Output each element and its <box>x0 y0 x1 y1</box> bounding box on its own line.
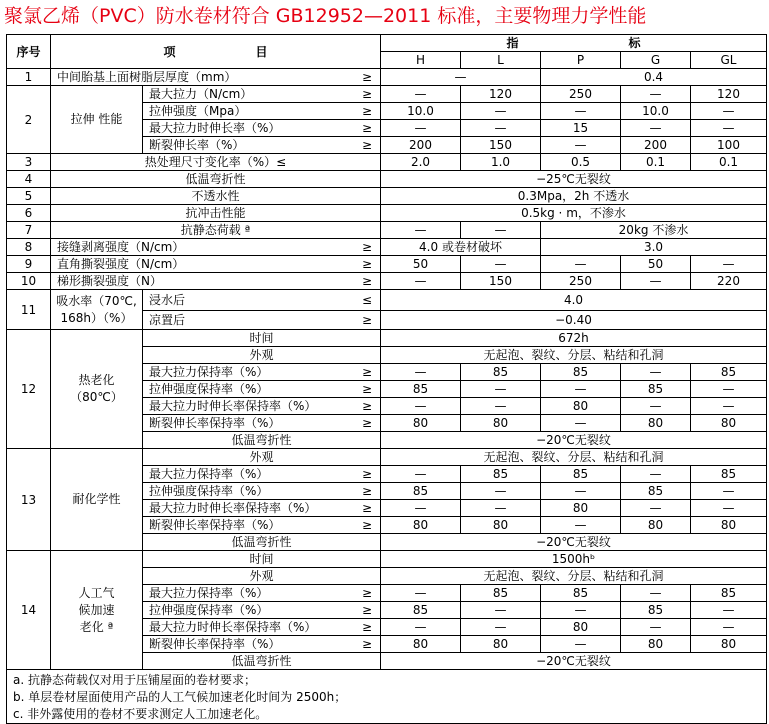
value-cell: — <box>621 120 691 137</box>
value-cell: — <box>381 466 461 483</box>
value-cell: — <box>461 222 541 239</box>
table-row <box>7 86 767 103</box>
item-cell <box>143 364 381 381</box>
row-no: 12 <box>7 330 51 449</box>
item-label: 拉伸强度保持率（%） <box>149 484 269 498</box>
row-no: 8 <box>7 239 51 256</box>
value-cell: 85 <box>621 381 691 398</box>
group-label-line: 老化 ª <box>79 619 114 634</box>
value-cell: — <box>381 273 461 290</box>
value-cell: — <box>621 273 691 290</box>
item-label: 最大拉力保持率（%） <box>149 365 269 379</box>
table-row <box>7 551 767 568</box>
header-col: GL <box>691 52 767 69</box>
value-cell: — <box>621 86 691 103</box>
comparison-operator: ≥ <box>361 274 372 288</box>
comparison-operator: ≥ <box>361 121 372 135</box>
value-cell: 1.0 <box>461 154 541 171</box>
item-cell <box>143 500 381 517</box>
value-cell: — <box>461 256 541 273</box>
item-cell <box>51 239 381 256</box>
value-cell: 120 <box>691 86 767 103</box>
item-cell <box>143 398 381 415</box>
value-cell: 100 <box>691 137 767 154</box>
header-col: G <box>621 52 691 69</box>
value-cell: 50 <box>381 256 461 273</box>
item-label: 凉置后 <box>149 313 186 327</box>
value-cell: — <box>541 483 621 500</box>
table-row <box>7 256 767 273</box>
value-cell: — <box>691 120 767 137</box>
value-cell: — <box>541 415 621 432</box>
value-cell: — <box>381 364 461 381</box>
comparison-operator: ≥ <box>361 104 372 118</box>
value-cell: 80 <box>461 415 541 432</box>
table-row <box>7 449 767 466</box>
header-col: P <box>541 52 621 69</box>
value-cell: — <box>621 619 691 636</box>
value-cell: — <box>461 602 541 619</box>
comparison-operator: ≥ <box>361 257 372 271</box>
value-cell: 80 <box>381 517 461 534</box>
value-cell: 120 <box>461 86 541 103</box>
value-cell: — <box>541 636 621 653</box>
value-cell: — <box>691 483 767 500</box>
table-row <box>7 154 767 171</box>
item-cell: 低温弯折性 <box>143 534 381 551</box>
value-cell: — <box>461 398 541 415</box>
value-cell: 80 <box>621 636 691 653</box>
table-row <box>7 35 767 52</box>
item-label: 断裂伸长率保持率（%） <box>149 416 281 430</box>
row-no: 4 <box>7 171 51 188</box>
value-cell: 250 <box>541 86 621 103</box>
value-cell: −25℃无裂纹 <box>381 171 767 188</box>
value-cell: 85 <box>381 602 461 619</box>
item-label: 最大拉力时伸长率保持率（%） <box>149 501 317 515</box>
item-cell <box>143 381 381 398</box>
item-label: 中间胎基上面树脂层厚度（mm） <box>57 70 237 84</box>
value-cell: 80 <box>691 636 767 653</box>
item-cell: 低温弯折性 <box>51 171 381 188</box>
value-cell: — <box>541 256 621 273</box>
value-cell: 50 <box>621 256 691 273</box>
value-cell: — <box>381 120 461 137</box>
value-cell: 80 <box>541 398 621 415</box>
value-cell: — <box>461 500 541 517</box>
value-cell: — <box>621 398 691 415</box>
value-cell: 80 <box>381 636 461 653</box>
comparison-operator: ≥ <box>361 603 372 617</box>
item-cell: 外观 <box>143 347 381 364</box>
value-cell: −20℃无裂纹 <box>381 432 767 449</box>
value-cell: 150 <box>461 137 541 154</box>
properties-table <box>6 34 767 724</box>
row-no: 13 <box>7 449 51 551</box>
value-cell: 220 <box>691 273 767 290</box>
header-index-right: 标 <box>628 36 641 50</box>
value-cell: — <box>621 364 691 381</box>
value-cell: 85 <box>541 466 621 483</box>
item-cell <box>143 290 381 311</box>
comparison-operator: ≥ <box>361 382 372 396</box>
value-cell: 672h <box>381 330 767 347</box>
value-cell: 85 <box>461 585 541 602</box>
table-row <box>7 171 767 188</box>
table-row <box>7 239 767 256</box>
comparison-operator: ≥ <box>361 416 372 430</box>
item-cell <box>143 619 381 636</box>
value-cell: 10.0 <box>621 103 691 120</box>
value-cell: 80 <box>541 500 621 517</box>
row-no: 1 <box>7 69 51 86</box>
group-label: 拉伸 性能 <box>51 86 143 154</box>
item-cell <box>51 69 381 86</box>
comparison-operator: ≥ <box>361 240 372 254</box>
row-no: 11 <box>7 290 51 330</box>
table-row <box>7 290 767 311</box>
value-cell: — <box>691 103 767 120</box>
value-cell: — <box>621 466 691 483</box>
table-row <box>7 330 767 347</box>
item-label: 拉伸强度保持率（%） <box>149 382 269 396</box>
value-cell: — <box>691 619 767 636</box>
item-cell <box>143 585 381 602</box>
comparison-operator: ≤ <box>361 293 372 307</box>
value-cell: 20kg 不渗水 <box>541 222 767 239</box>
comparison-operator: ≥ <box>361 138 372 152</box>
table-row <box>7 188 767 205</box>
value-cell: — <box>461 103 541 120</box>
value-cell: — <box>381 222 461 239</box>
item-label: 拉伸强度（Mpa） <box>149 104 247 118</box>
row-no: 3 <box>7 154 51 171</box>
group-label-line: 吸水率（70℃, <box>56 293 137 308</box>
value-cell: — <box>381 398 461 415</box>
header-item-left: 项 <box>163 44 176 59</box>
value-cell: — <box>541 103 621 120</box>
group-label <box>51 449 143 551</box>
value-cell: 85 <box>691 466 767 483</box>
item-label: 最大拉力（N/cm） <box>149 87 253 101</box>
group-label-line: （80℃） <box>70 390 123 404</box>
value-cell: 85 <box>691 585 767 602</box>
value-cell: 4.0 <box>381 290 767 311</box>
item-label: 梯形撕裂强度（N） <box>57 274 162 288</box>
item-label: 断裂伸长率保持率（%） <box>149 637 281 651</box>
comparison-operator: ≥ <box>361 467 372 481</box>
header-index-left: 指 <box>506 36 519 50</box>
row-no: 6 <box>7 205 51 222</box>
table-row <box>7 222 767 239</box>
value-cell: 85 <box>621 483 691 500</box>
group-label-line: 耐化学性 <box>72 492 121 506</box>
comparison-operator: ≥ <box>361 70 372 84</box>
comparison-operator: ≥ <box>361 365 372 379</box>
header-col: H <box>381 52 461 69</box>
group-label-line: 热老化 <box>78 373 115 387</box>
item-label: 最大拉力时伸长率保持率（%） <box>149 620 317 634</box>
item-cell <box>143 517 381 534</box>
value-cell: 85 <box>461 364 541 381</box>
value-cell: 85 <box>461 466 541 483</box>
value-cell: 1500hᵇ <box>381 551 767 568</box>
table-row <box>7 273 767 290</box>
value-cell: 85 <box>381 483 461 500</box>
item-cell: 不透水性 <box>51 188 381 205</box>
item-label: 断裂伸长率保持率（%） <box>149 518 281 532</box>
value-cell: 2.0 <box>381 154 461 171</box>
value-cell: 80 <box>621 517 691 534</box>
value-cell: — <box>381 500 461 517</box>
value-cell: 80 <box>691 517 767 534</box>
value-cell: 0.3Mpa，2h 不透水 <box>381 188 767 205</box>
row-no: 14 <box>7 551 51 670</box>
comparison-operator: ≥ <box>361 586 372 600</box>
item-cell <box>143 483 381 500</box>
row-no: 5 <box>7 188 51 205</box>
value-cell: 3.0 <box>541 239 767 256</box>
item-label: 浸水后 <box>149 293 186 307</box>
group-label-line: 候加速 <box>78 602 115 617</box>
value-cell: — <box>541 381 621 398</box>
item-cell <box>143 415 381 432</box>
item-label: 最大拉力时伸长率（%） <box>149 121 281 135</box>
value-cell: 250 <box>541 273 621 290</box>
value-cell: 85 <box>691 364 767 381</box>
item-cell <box>51 256 381 273</box>
value-cell: 15 <box>541 120 621 137</box>
page-title: 聚氯乙烯（PVC）防水卷材符合 GB12952—2011 标准，主要物理力学性能 <box>4 5 647 27</box>
value-cell: 80 <box>461 517 541 534</box>
comparison-operator: ≥ <box>361 87 372 101</box>
value-cell: 0.1 <box>691 154 767 171</box>
value-cell: — <box>461 120 541 137</box>
header-index <box>381 35 767 52</box>
item-label: 断裂伸长率（%） <box>149 138 245 152</box>
value-cell: 80 <box>541 619 621 636</box>
item-label: 接缝剥离强度（N/cm） <box>57 240 185 254</box>
item-cell <box>143 466 381 483</box>
item-cell <box>143 103 381 120</box>
value-cell: — <box>621 500 691 517</box>
item-cell <box>143 86 381 103</box>
group-label <box>51 330 143 449</box>
value-cell: 85 <box>541 364 621 381</box>
value-cell: 85 <box>381 381 461 398</box>
value-cell: 200 <box>381 137 461 154</box>
footnotes-line: c. 非外露使用的卷材不要求测定人工加速老化。 <box>13 707 268 721</box>
group-label-line: 人工气 <box>78 585 115 600</box>
row-no: 9 <box>7 256 51 273</box>
item-cell: 外观 <box>143 449 381 466</box>
value-cell: 80 <box>381 415 461 432</box>
value-cell: — <box>691 602 767 619</box>
item-cell: 抗静态荷载 ª <box>51 222 381 239</box>
footnotes <box>7 670 767 724</box>
value-cell: — <box>381 86 461 103</box>
value-cell: — <box>541 602 621 619</box>
header-no: 序号 <box>7 35 51 69</box>
value-cell: — <box>461 619 541 636</box>
item-cell: 抗冲击性能 <box>51 205 381 222</box>
item-cell <box>143 120 381 137</box>
value-cell: 80 <box>621 415 691 432</box>
item-cell: 时间 <box>143 330 381 347</box>
comparison-operator: ≥ <box>361 501 372 515</box>
comparison-operator: ≥ <box>361 484 372 498</box>
item-label: 拉伸强度保持率（%） <box>149 603 269 617</box>
value-cell: 10.0 <box>381 103 461 120</box>
item-cell: 外观 <box>143 568 381 585</box>
value-cell: 80 <box>461 636 541 653</box>
value-cell: — <box>461 483 541 500</box>
value-cell: 无起泡、裂纹、分层、粘结和孔洞 <box>381 449 767 466</box>
item-cell <box>143 311 381 330</box>
value-cell: 150 <box>461 273 541 290</box>
value-cell: — <box>461 381 541 398</box>
row-no: 10 <box>7 273 51 290</box>
value-cell: — <box>541 517 621 534</box>
comparison-operator: ≥ <box>361 518 372 532</box>
item-cell <box>143 137 381 154</box>
item-label: 直角撕裂强度（N/cm） <box>57 257 185 271</box>
item-cell: 低温弯折性 <box>143 432 381 449</box>
table-row <box>7 205 767 222</box>
value-cell: −20℃无裂纹 <box>381 534 767 551</box>
group-label <box>51 290 143 330</box>
value-cell: 无起泡、裂纹、分层、粘结和孔洞 <box>381 347 767 364</box>
value-cell: 0.1 <box>621 154 691 171</box>
comparison-operator: ≥ <box>361 313 372 327</box>
value-cell: — <box>691 398 767 415</box>
footnotes-line: a. 抗静态荷载仅对用于压铺屋面的卷材要求； <box>13 673 256 687</box>
item-cell: 低温弯折性 <box>143 653 381 670</box>
value-cell: 200 <box>621 137 691 154</box>
value-cell: 4.0 或卷材破坏 <box>381 239 541 256</box>
comparison-operator: ≥ <box>361 637 372 651</box>
row-no: 2 <box>7 86 51 154</box>
item-cell <box>143 636 381 653</box>
value-cell: 无起泡、裂纹、分层、粘结和孔洞 <box>381 568 767 585</box>
header-item-right: 目 <box>255 44 268 59</box>
value-cell: −20℃无裂纹 <box>381 653 767 670</box>
value-cell: 0.4 <box>541 69 767 86</box>
item-cell <box>51 273 381 290</box>
header-item <box>51 35 381 69</box>
item-cell: 热处理尺寸变化率（%）≤ <box>51 154 381 171</box>
value-cell: — <box>381 619 461 636</box>
item-cell: 时间 <box>143 551 381 568</box>
value-cell: — <box>691 381 767 398</box>
item-label: 最大拉力保持率（%） <box>149 467 269 481</box>
comparison-operator: ≥ <box>361 620 372 634</box>
value-cell: — <box>621 585 691 602</box>
table-row <box>7 670 767 724</box>
row-no: 7 <box>7 222 51 239</box>
value-cell: 85 <box>541 585 621 602</box>
footnotes-line: b. 单层卷材屋面使用产品的人工气候加速老化时间为 2500h； <box>13 690 347 704</box>
value-cell: 80 <box>691 415 767 432</box>
item-label: 最大拉力保持率（%） <box>149 586 269 600</box>
group-label-line: 168h）（%） <box>60 310 133 325</box>
value-cell: — <box>381 585 461 602</box>
value-cell: — <box>381 69 541 86</box>
value-cell: — <box>691 256 767 273</box>
value-cell: −0.40 <box>381 311 767 330</box>
item-cell <box>143 602 381 619</box>
table-row <box>7 69 767 86</box>
value-cell: — <box>541 137 621 154</box>
value-cell: 0.5kg · m，不渗水 <box>381 205 767 222</box>
value-cell: 0.5 <box>541 154 621 171</box>
group-label <box>51 551 143 670</box>
item-label: 最大拉力时伸长率保持率（%） <box>149 399 317 413</box>
comparison-operator: ≥ <box>361 399 372 413</box>
header-col: L <box>461 52 541 69</box>
value-cell: 85 <box>621 602 691 619</box>
value-cell: — <box>691 500 767 517</box>
